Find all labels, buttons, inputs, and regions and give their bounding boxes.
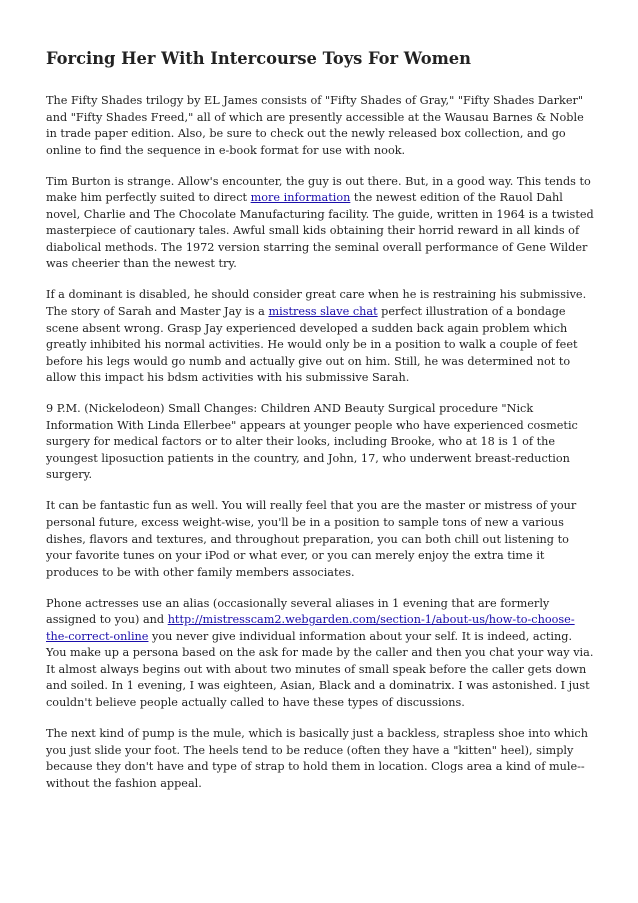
page-title: Forcing Her With Intercourse Toys For Women bbox=[46, 49, 471, 68]
document-page bbox=[46, 48, 594, 807]
paragraph-6-text-after: you never give individual information about your self. It is indeed, acting. You make up a persona based on the ask for made by the caller and then you chat your way via. It almost always begins out with about two minutes of small speak before the caller gets down and soiled. In 1 evening, I was eighteen, Asian, Black and a dominatrix. I was astonished. I just couldn't believe people actually called to have these types of discussions. bbox=[46, 629, 594, 709]
paragraph-6 bbox=[46, 596, 594, 712]
paragraph-2-text-after: the newest edition of the Rauol Dahl novel, Charlie and The Chocolate Manufacturing facility. The guide, written in 1964 is a twisted masterpiece of cautionary tales. Awful small kids obtaining their horrid reward in all kinds of diabolical methods. The 1972 version starring the seminal overall performance of Gene Wilder was cheerier than the newest try. bbox=[46, 191, 594, 271]
paragraph-5: It can be fantastic fun as well. You will really feel that you are the master or mistress of your personal future, excess weight-wise, you'll be in a position to sample tons of new a various dishes, flavors and textures, and throughout preparation, you can both chill out listening to your favorite tunes on your iPod or what ever, or you can merely enjoy the extra time it produces to be with other family members associates. bbox=[46, 499, 577, 579]
paragraph-3-text-before: If a dominant is disabled, he should consider great care when he is restraining his submissive. The story of Sarah and Master Jay is a bbox=[46, 288, 587, 319]
mistress-slave-chat-link[interactable]: mistress slave chat bbox=[268, 305, 378, 319]
paragraph-6-text-before: Phone actresses use an alias (occasionally several aliases in 1 evening that are formerly assigned to you) and bbox=[46, 596, 550, 627]
mistresscam-url-link[interactable]: http://mistresscam2.webgarden.com/section-1/about-us/how-to-choose-the-correct-online bbox=[46, 613, 575, 643]
paragraph-3 bbox=[46, 287, 594, 386]
paragraph-1: The Fifty Shades trilogy by EL James consists of "Fifty Shades of Gray," "Fifty Shades Darker" and "Fifty Shades Freed," all of which are presently accessible at the Wausau Barnes & Noble in trade paper edition. Also, be sure to check out the newly released box collection, and go online to find the sequence in e-book format for use with nook. bbox=[46, 94, 584, 157]
paragraph-3-text-after: perfect illustration of a bondage scene absent wrong. Grasp Jay experienced developed a sudden back again problem which greatly inhibited his normal activities. He would only be in a position to walk a couple of feet before his legs would go numb and actually give out on him. Still, he was determined not to allow this impact his bdsm activities with his submissive Sarah. bbox=[46, 305, 578, 385]
paragraph-2 bbox=[46, 174, 594, 273]
more-information-link[interactable]: more information bbox=[250, 191, 351, 205]
paragraph-4: 9 P.M. (Nickelodeon) Small Changes: Children AND Beauty Surgical procedure "Nick Information With Linda Ellerbee" appears at younger people who have experienced cosmetic surgery for medical factors or to alter their looks, including Brooke, who at 18 is 1 of the youngest liposuction patients in the country, and John, 17, who underwent breast-reduction surgery. bbox=[46, 402, 578, 482]
paragraph-2-text-before: Tim Burton is strange. Allow's encounter, the guy is out there. But, in a good way. This tends to make him perfectly suited to direct bbox=[46, 174, 591, 205]
paragraph-7: The next kind of pump is the mule, which is basically just a backless, strapless shoe into which you just slide your foot. The heels tend to be reduce (often they have a "kitten" heel), simply because they don't have and type of strap to hold them in location. Clogs area a kind of mule--without the fashion appeal. bbox=[46, 727, 588, 790]
